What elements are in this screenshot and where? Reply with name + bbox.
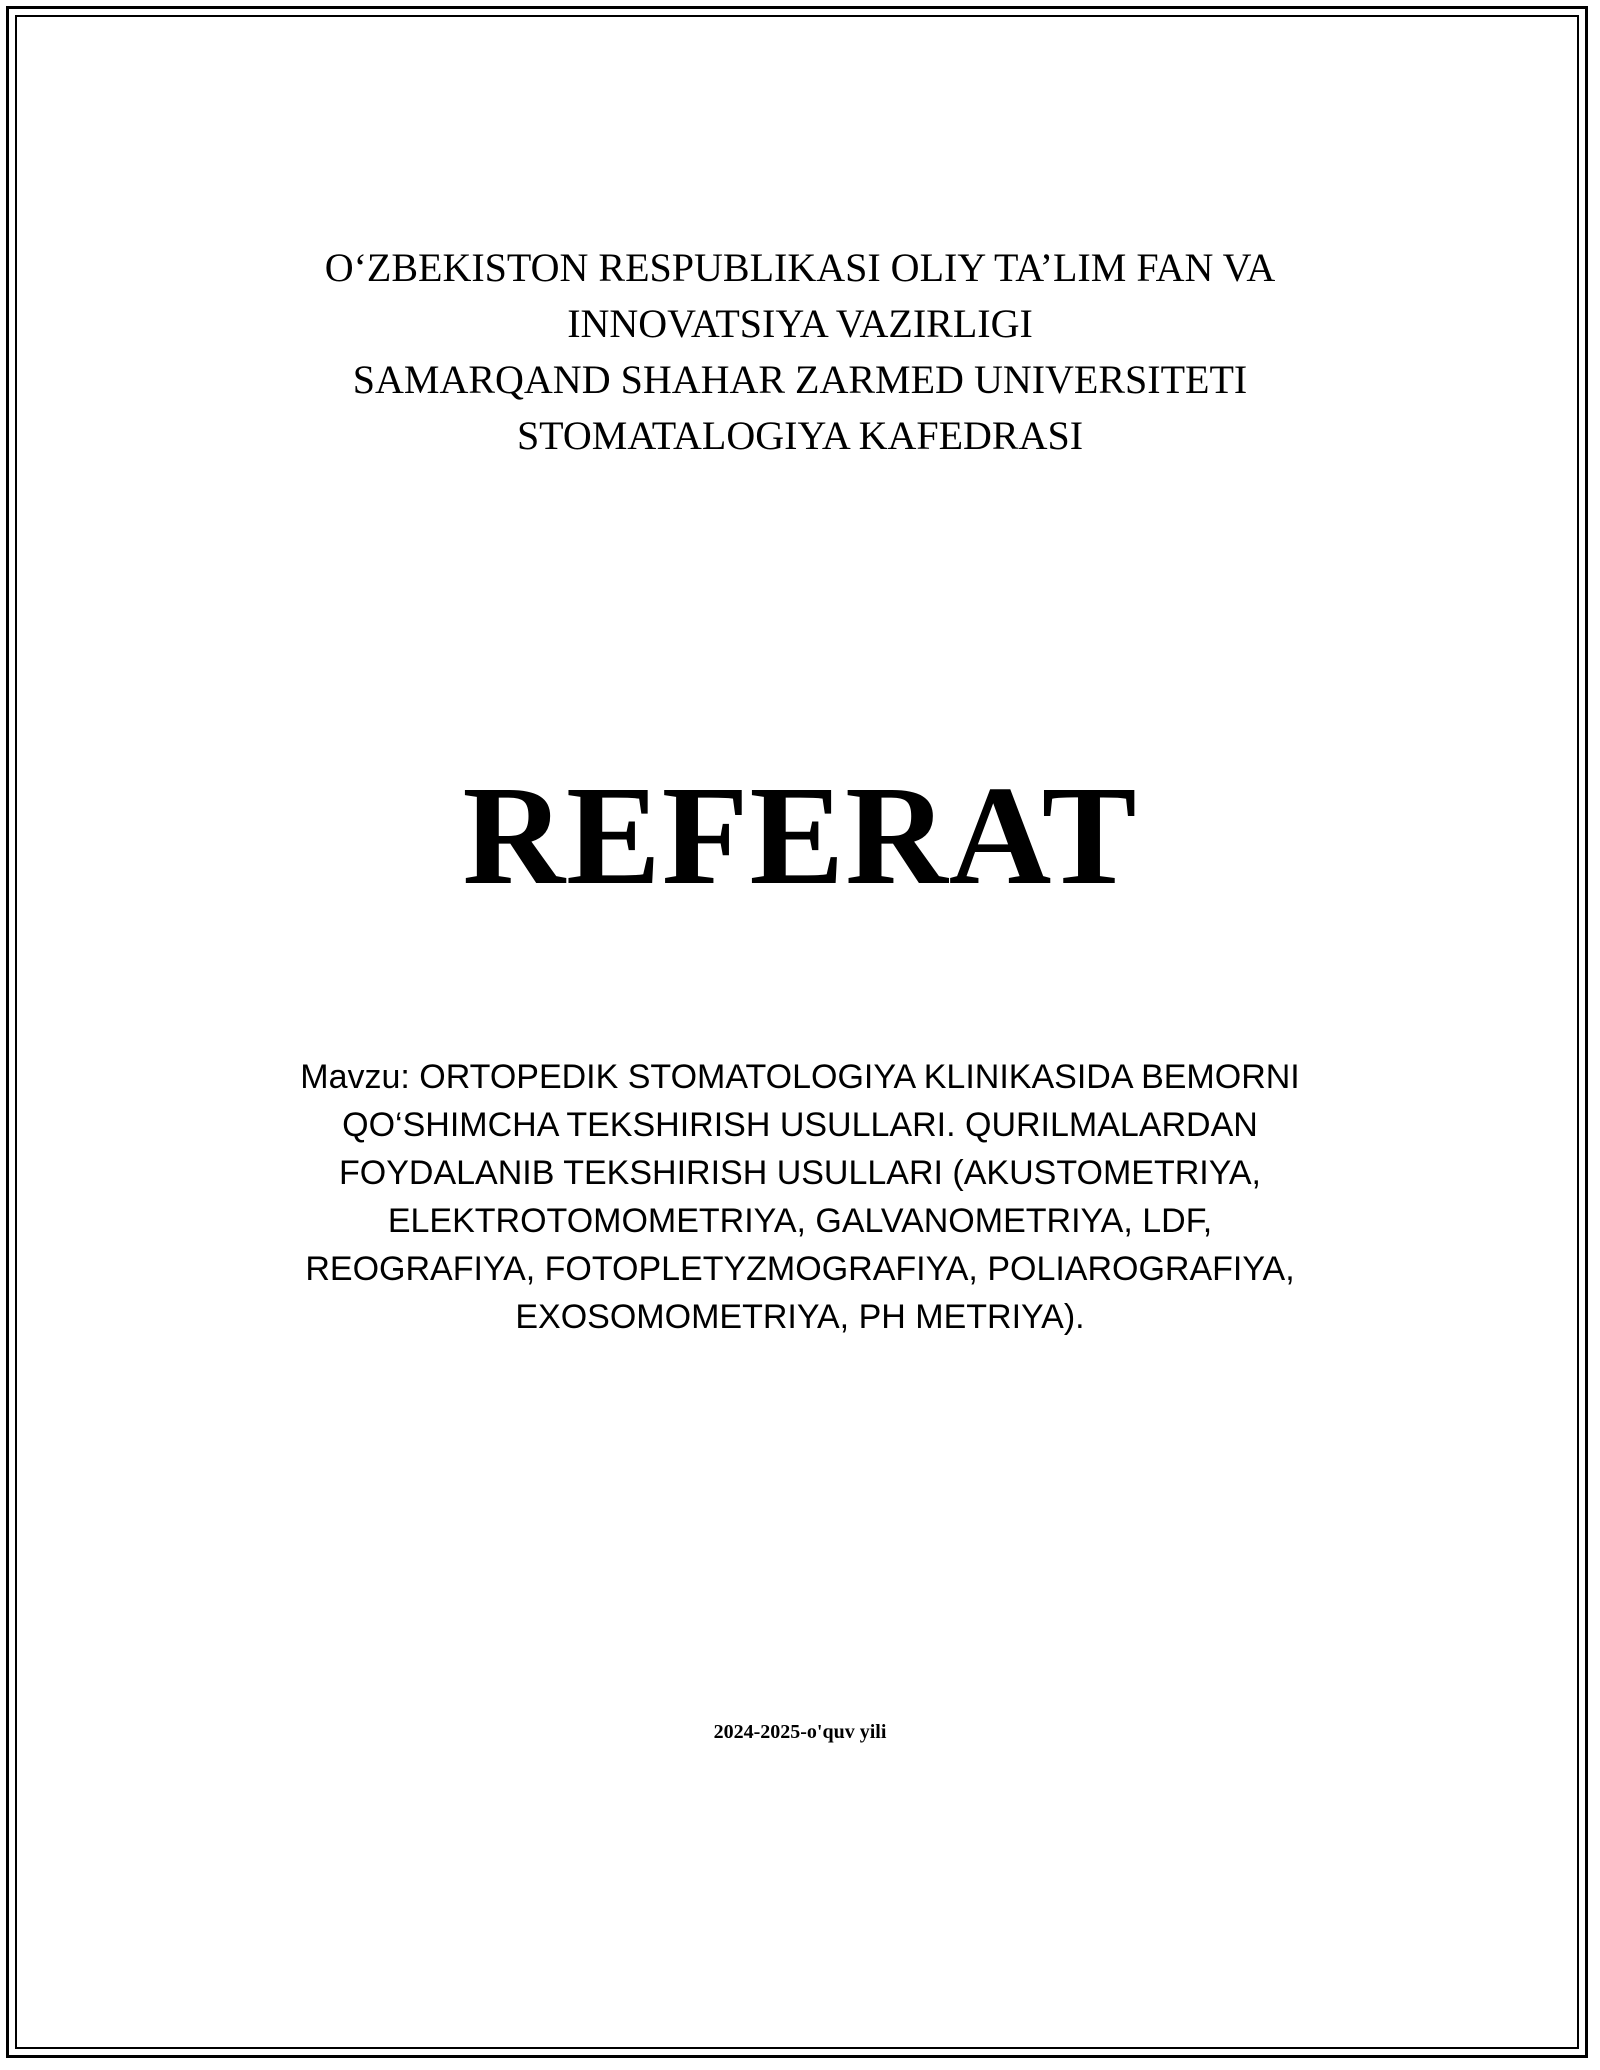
header-line: O‘ZBEKISTON RESPUBLIKASI OLIY TA’LIM FAN VA (324, 245, 1276, 290)
topic-line: REOGRAFIYA, FOTOPLETYZMOGRAFIYA, POLIAROGRAFIYA, (305, 1250, 1295, 1288)
topic-line: FOYDALANIB TEKSHIRISH USULLARI (AKUSTOMETRIYA, (339, 1154, 1261, 1192)
document-title: REFERAT (462, 756, 1138, 914)
header-line: STOMATALOGIYA KAFEDRASI (516, 413, 1084, 458)
topic-line: ELEKTROTOMOMETRIYA, GALVANOMETRIYA, LDF, (387, 1202, 1213, 1240)
topic-line: Mavzu: ORTOPEDIK STOMATOLOGIYA KLINIKASIDA BEMORNI (300, 1058, 1300, 1096)
academic-year: 2024-2025-o'quv yili (713, 1721, 887, 1743)
topic-line: EXOSOMOMETRIYA, PH METRIYA). (515, 1298, 1085, 1336)
header-line: SAMARQAND SHAHAR ZARMED UNIVERSITETI (352, 357, 1248, 402)
topic-block (0, 1053, 1600, 1341)
institution-header (0, 240, 1600, 464)
header-line: INNOVATSIYA VAZIRLIGI (567, 301, 1033, 346)
topic-line: QO‘SHIMCHA TEKSHIRISH USULLARI. QURILMALARDAN (342, 1106, 1258, 1144)
